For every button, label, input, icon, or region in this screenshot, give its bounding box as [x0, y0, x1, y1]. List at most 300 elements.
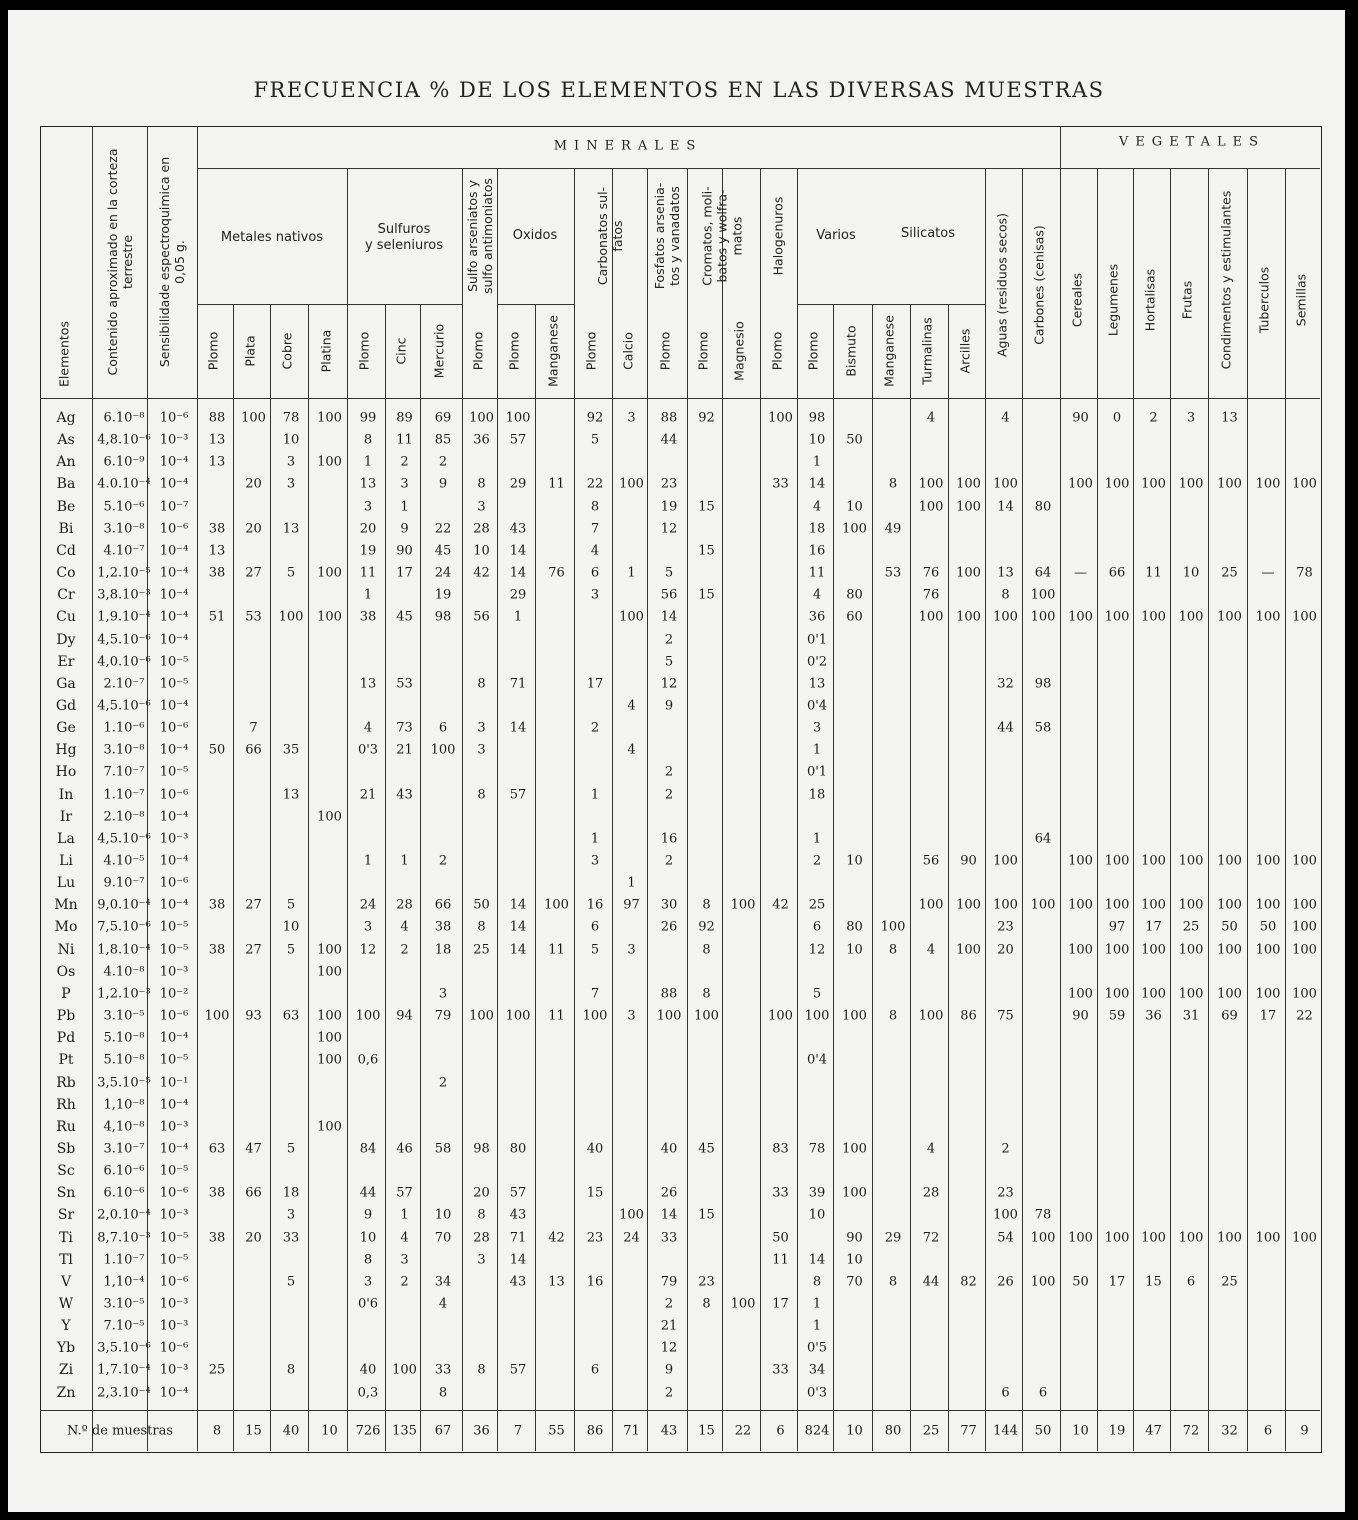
- crust-content: 2.10⁻⁷: [103, 676, 145, 692]
- column-label: Tuberculos: [1256, 266, 1272, 334]
- crust-content: 4.10⁻⁸: [103, 964, 145, 980]
- column-rule: [1060, 168, 1061, 1451]
- table-cell: 28: [922, 1185, 940, 1201]
- table-cell: 10: [808, 1207, 826, 1223]
- table-cell: 100: [1292, 609, 1317, 625]
- sensitivity: 10⁻⁶: [159, 875, 189, 891]
- table-cell: 38: [434, 919, 452, 935]
- table-cell: 13: [548, 1274, 565, 1290]
- column-rule: [535, 304, 536, 1451]
- table-cell: 1: [812, 742, 822, 758]
- table-cell: 38: [208, 1185, 226, 1201]
- table-cell: 50: [846, 432, 863, 448]
- element-symbol: Mn: [54, 897, 78, 914]
- table-cell: 40: [660, 1141, 678, 1157]
- table-cell: 2: [1149, 410, 1158, 426]
- table-cell: —: [1261, 565, 1275, 581]
- table-cell: 23: [660, 476, 678, 492]
- column-label: Turmalinas: [919, 317, 935, 385]
- column-label: Plomo: [805, 331, 821, 371]
- table-cell: 38: [208, 521, 226, 537]
- table-cell: 100: [1068, 897, 1093, 913]
- table-cell: 4: [926, 410, 936, 426]
- element-symbol: Ga: [56, 675, 76, 692]
- table-cell: 36: [1145, 1008, 1162, 1024]
- crust-content: 4,5.10⁻⁶: [97, 632, 151, 647]
- table-cell: 22: [586, 476, 604, 492]
- element-symbol: Lu: [56, 875, 76, 892]
- table-cell: 10: [282, 432, 300, 448]
- crust-content: 5.10⁻⁸: [103, 1030, 145, 1046]
- element-symbol: Yb: [56, 1340, 76, 1357]
- table-cell: 2: [400, 1274, 409, 1290]
- table-cell: 100: [1068, 942, 1093, 958]
- table-cell: 9: [664, 698, 674, 714]
- table-cell: 24: [359, 897, 377, 913]
- table-cell: 4: [400, 919, 409, 935]
- sensitivity: 10⁻⁴: [159, 1141, 189, 1157]
- table-cell: 100: [1068, 1230, 1093, 1246]
- sensitivity: 10⁻⁵: [159, 676, 189, 692]
- crust-content: 2,0.10⁻⁴: [97, 1207, 151, 1223]
- table-cell: 6: [1001, 1385, 1010, 1401]
- table-cell: 15: [586, 1185, 604, 1201]
- table-cell: 100: [918, 897, 944, 913]
- column-rule: [985, 168, 986, 1451]
- subgroup-label: Carbonatos sul- fatos: [595, 186, 625, 286]
- table-cell: 12: [660, 676, 678, 692]
- table-cell: 57: [509, 1185, 527, 1201]
- table-cell: 17: [1259, 1008, 1277, 1024]
- subgroup-label: Oxidos: [512, 228, 558, 243]
- sensitivity: 10⁻³: [159, 964, 189, 980]
- table-cell: 20: [245, 476, 262, 492]
- table-cell: 29: [509, 476, 527, 492]
- table-cell: 53: [245, 609, 262, 625]
- table-cell: 100: [1030, 897, 1056, 913]
- crust-content: 9.10⁻⁷: [103, 875, 145, 891]
- total-cell: 15: [245, 1423, 262, 1439]
- column-label: Manganese: [881, 315, 897, 387]
- table-cell: 5: [812, 986, 822, 1002]
- table-cell: 14: [997, 499, 1014, 515]
- table-cell: 14: [660, 1207, 678, 1223]
- table-cell: 0'1: [806, 632, 828, 647]
- table-cell: 58: [434, 1141, 452, 1157]
- table-cell: 38: [208, 1230, 226, 1246]
- column-rule: [233, 304, 234, 1451]
- table-cell: 14: [509, 1252, 527, 1268]
- table-cell: 100: [1217, 986, 1242, 1002]
- table-cell: 100: [469, 1008, 494, 1024]
- column-rule: [1247, 168, 1248, 1451]
- table-cell: 11: [1145, 565, 1162, 581]
- table-cell: 100: [993, 476, 1018, 492]
- table-cell: 20: [245, 521, 262, 537]
- table-cell: 70: [434, 1230, 452, 1246]
- column-label: Plomo: [470, 331, 485, 371]
- table-cell: 53: [884, 565, 902, 581]
- table-cell: 100: [1178, 609, 1204, 625]
- table-cell: 20: [359, 521, 377, 537]
- table-cell: 3: [400, 476, 409, 492]
- table-cell: 92: [586, 410, 604, 426]
- table-cell: 8: [702, 897, 711, 913]
- table-cell: 8: [888, 1274, 898, 1290]
- table-cell: 2: [664, 1296, 674, 1312]
- element-symbol: Be: [56, 498, 76, 515]
- table-cell: 63: [208, 1141, 226, 1157]
- table-cell: 50: [1259, 919, 1277, 935]
- table-cell: 100: [1255, 476, 1281, 492]
- table-cell: 0'1: [806, 764, 828, 780]
- table-cell: 3: [812, 720, 822, 736]
- subgroup-label: Silicatos: [900, 226, 956, 241]
- total-cell: 10: [321, 1423, 338, 1439]
- table-cell: 100: [278, 609, 304, 625]
- table-cell: 0,3: [357, 1385, 379, 1401]
- table-cell: 100: [1217, 942, 1242, 958]
- table-cell: 1: [812, 1318, 822, 1334]
- table-cell: 13: [208, 543, 226, 559]
- table-cell: 100: [1068, 986, 1093, 1002]
- total-cell: 36: [473, 1423, 490, 1439]
- sensitivity: 10⁻⁶: [159, 1185, 189, 1201]
- table-cell: 38: [208, 897, 226, 913]
- crust-content: 3,5.10⁻⁵: [97, 1075, 151, 1090]
- table-cell: 100: [918, 499, 944, 515]
- table-cell: —: [1074, 565, 1087, 581]
- table-cell: 2: [438, 853, 448, 869]
- element-symbol: Cr: [57, 587, 75, 604]
- table-cell: 5: [286, 897, 296, 913]
- crust-content: 1.10⁻⁷: [103, 1252, 145, 1268]
- column-label: Aguas (residuos secos): [994, 212, 1009, 358]
- total-cell: 67: [434, 1423, 452, 1439]
- table-cell: 1: [627, 875, 636, 891]
- table-cell: 79: [660, 1274, 678, 1290]
- table-cell: 38: [359, 609, 377, 625]
- table-cell: 0'4: [806, 698, 828, 714]
- sensitivity: 10⁻⁴: [159, 632, 189, 647]
- table-cell: 0'4: [806, 1052, 828, 1068]
- table-cell: 100: [1217, 1230, 1242, 1246]
- column-label: Plomo: [506, 331, 522, 371]
- table-cell: 100: [1292, 897, 1317, 913]
- table-cell: 25: [808, 897, 826, 913]
- sensitivity: 10⁻⁴: [159, 1097, 189, 1113]
- column-rule: [462, 168, 463, 1451]
- table-cell: 10: [434, 1207, 452, 1223]
- table-cell: 66: [245, 1185, 262, 1201]
- crust-content: 4,10⁻⁸: [103, 1119, 145, 1135]
- total-cell: 55: [548, 1423, 565, 1439]
- table-cell: 3: [627, 942, 636, 958]
- table-cell: 90: [960, 853, 977, 869]
- table-cell: 10: [808, 432, 826, 448]
- sensitivity: 10⁻⁴: [159, 476, 189, 492]
- crust-content: 1,9.10⁻⁴: [97, 609, 151, 625]
- table-cell: 57: [509, 1362, 527, 1378]
- total-cell: 824: [804, 1423, 830, 1439]
- table-cell: 80: [846, 919, 863, 935]
- table-cell: 100: [730, 1296, 756, 1312]
- table-cell: 66: [245, 742, 262, 758]
- sensitivity: 10⁻⁴: [159, 587, 189, 603]
- column-rule: [347, 168, 348, 1451]
- table-cell: 89: [396, 410, 413, 426]
- crust-content: 5.10⁻⁶: [103, 499, 145, 515]
- sensitivity: 10⁻⁵: [159, 764, 189, 780]
- table-cell: 3: [627, 1008, 636, 1024]
- table-cell: 93: [245, 1008, 262, 1024]
- crust-content: 1,2.10⁻³: [97, 986, 151, 1002]
- sensitivity: 10⁻³: [159, 1362, 189, 1378]
- sensitivity: 10⁻⁴: [159, 565, 189, 581]
- table-cell: 33: [660, 1230, 678, 1246]
- table-cell: 100: [1255, 853, 1281, 869]
- table-cell: 11: [548, 476, 565, 492]
- table-cell: 2: [664, 764, 674, 780]
- table-cell: 8: [363, 1252, 373, 1268]
- column-label: Carbones (cenisas): [1031, 225, 1047, 345]
- row-rule: [40, 1410, 1320, 1411]
- table-cell: 22: [434, 521, 452, 537]
- table-cell: 5: [590, 432, 600, 448]
- table-cell: 36: [473, 432, 490, 448]
- table-cell: 10: [846, 942, 863, 958]
- crust-content: 3,8.10⁻³: [97, 587, 151, 603]
- element-symbol: Rb: [56, 1074, 76, 1091]
- table-cell: 100: [241, 410, 266, 426]
- table-cell: 12: [359, 942, 377, 958]
- subgroup-label: Cromatos, moli- batos y wolfra- matos: [699, 186, 745, 286]
- total-cell: 71: [623, 1423, 640, 1439]
- table-cell: 100: [842, 1008, 867, 1024]
- crust-content: 3.10⁻⁸: [103, 742, 145, 758]
- column-label: Semillas: [1293, 273, 1308, 327]
- table-cell: 34: [434, 1274, 452, 1290]
- table-cell: 8: [888, 476, 898, 492]
- table-cell: 15: [698, 1207, 715, 1223]
- table-cell: 97: [623, 897, 640, 913]
- crust-content: 5.10⁻⁸: [103, 1052, 145, 1068]
- table-cell: 25: [473, 942, 490, 958]
- table-cell: 3: [363, 1274, 373, 1290]
- table-cell: 79: [434, 1008, 452, 1024]
- element-symbol: Ti: [59, 1229, 73, 1246]
- element-symbol: Bi: [58, 520, 74, 537]
- table-cell: 6: [590, 919, 600, 935]
- column-rule: [612, 168, 613, 1451]
- table-cell: 100: [1217, 609, 1242, 625]
- table-cell: 42: [772, 897, 789, 913]
- table-cell: 100: [619, 476, 644, 492]
- table-cell: 100: [1217, 853, 1242, 869]
- table-cell: 33: [772, 1362, 789, 1378]
- table-cell: 98: [473, 1141, 490, 1157]
- table-cell: 43: [509, 1207, 527, 1223]
- table-cell: 3: [438, 986, 448, 1002]
- crust-content: 7.10⁻⁵: [103, 1318, 145, 1334]
- table-cell: 12: [660, 1340, 678, 1356]
- column-rule: [1170, 168, 1171, 1451]
- column-label: Hortalisas: [1142, 268, 1157, 332]
- table-cell: 100: [918, 476, 944, 492]
- table-cell: 90: [1072, 410, 1089, 426]
- column-label: Plomo: [205, 331, 221, 371]
- table-cell: 85: [434, 432, 452, 448]
- element-symbol: Ir: [59, 808, 73, 825]
- column-label: Legumenes: [1105, 263, 1121, 337]
- table-cell: 78: [282, 410, 300, 426]
- total-cell: 77: [960, 1423, 977, 1439]
- crust-content: 7,5.10⁻⁶: [97, 919, 151, 935]
- table-cell: 90: [1072, 1008, 1089, 1024]
- totals-label: N.º de muestras: [67, 1423, 173, 1439]
- table-cell: 86: [960, 1008, 977, 1024]
- table-cell: 100: [317, 1119, 342, 1135]
- table-cell: 76: [548, 565, 565, 581]
- table-cell: 100: [1178, 1230, 1204, 1246]
- column-rule: [197, 126, 198, 1451]
- table-cell: 6: [438, 720, 448, 736]
- crust-content: 6.10⁻⁸: [103, 410, 145, 426]
- table-cell: 13: [359, 676, 377, 692]
- sensitivity: 10⁻⁵: [159, 1052, 189, 1068]
- table-cell: 100: [317, 809, 342, 825]
- row-rule: [347, 304, 462, 305]
- table-cell: 1: [812, 831, 822, 847]
- table-cell: 28: [396, 897, 413, 913]
- table-cell: 8: [477, 476, 486, 492]
- table-cell: 8: [363, 432, 373, 448]
- table-cell: 23: [997, 1185, 1014, 1201]
- element-symbol: In: [58, 786, 74, 803]
- table-cell: 20: [473, 1185, 490, 1201]
- element-symbol: Ge: [56, 720, 76, 737]
- table-cell: 0'3: [357, 742, 379, 758]
- column-rule: [385, 304, 386, 1451]
- table-cell: 100: [1255, 1230, 1281, 1246]
- table-cell: 18: [808, 521, 826, 537]
- table-cell: 1: [363, 587, 373, 603]
- table-cell: 100: [355, 1008, 381, 1024]
- table-cell: 63: [282, 1008, 300, 1024]
- element-symbol: Cd: [56, 542, 76, 559]
- table-cell: 8: [702, 942, 711, 958]
- table-cell: 4: [926, 1141, 936, 1157]
- table-cell: 100: [1104, 986, 1130, 1002]
- table-cell: 100: [1104, 609, 1130, 625]
- table-cell: 13: [1221, 410, 1238, 426]
- sensitivity: 10⁻⁴: [159, 543, 189, 559]
- table-cell: 94: [396, 1008, 413, 1024]
- sensitivity: 10⁻⁵: [159, 1163, 189, 1179]
- column-label: Frutas: [1179, 280, 1195, 320]
- table-cell: 100: [317, 1008, 342, 1024]
- sensitivity: 10⁻⁴: [159, 609, 189, 625]
- table-cell: 57: [509, 432, 527, 448]
- table-cell: 4: [438, 1296, 448, 1312]
- table-cell: 15: [698, 587, 715, 603]
- element-symbol: Gd: [55, 697, 77, 714]
- table-cell: 16: [586, 897, 604, 913]
- total-cell: 43: [660, 1423, 678, 1439]
- table-cell: 28: [473, 521, 490, 537]
- element-symbol: An: [56, 454, 76, 471]
- table-cell: 23: [698, 1274, 715, 1290]
- row-rule: [197, 304, 347, 305]
- element-symbol: Sc: [57, 1163, 75, 1180]
- table-cell: 82: [960, 1274, 977, 1290]
- table-cell: 3: [477, 499, 486, 515]
- table-cell: 9: [438, 476, 448, 492]
- table-cell: 100: [1104, 942, 1130, 958]
- table-cell: 51: [208, 609, 226, 625]
- table-cell: 8: [477, 1362, 486, 1378]
- column-rule: [147, 126, 148, 1451]
- table-cell: 78: [1296, 565, 1313, 581]
- table-cell: 44: [997, 720, 1014, 736]
- table-cell: 88: [208, 410, 226, 426]
- table-cell: 11: [359, 565, 377, 581]
- table-cell: 100: [993, 853, 1018, 869]
- sensitivity: 10⁻²: [159, 986, 189, 1002]
- table-cell: 8: [477, 1207, 486, 1223]
- crust-content: 2.10⁻⁸: [103, 809, 145, 825]
- table-cell: 1: [363, 853, 373, 869]
- table-cell: 44: [359, 1185, 377, 1201]
- table-cell: 13: [208, 432, 226, 448]
- table-cell: 8: [888, 942, 898, 958]
- column-rule: [687, 168, 688, 1451]
- column-label: Plomo: [657, 331, 673, 371]
- table-cell: 14: [509, 543, 527, 559]
- table-cell: 15: [698, 543, 715, 559]
- table-cell: 8: [286, 1362, 296, 1378]
- table-cell: 100: [1068, 609, 1093, 625]
- row-rule: [197, 168, 1320, 169]
- table-cell: 13: [282, 787, 300, 803]
- column-rule: [647, 168, 648, 1451]
- subgroup-label: Sulfuros y seleniuros: [364, 222, 444, 253]
- table-cell: 4: [812, 499, 822, 515]
- table-cell: 58: [1034, 720, 1052, 736]
- table-cell: 1: [590, 787, 600, 803]
- group-label-minerales: MINERALES: [553, 138, 703, 154]
- table-cell: 100: [392, 1362, 417, 1378]
- table-cell: 16: [660, 831, 678, 847]
- table-cell: 100: [1030, 587, 1056, 603]
- table-cell: 100: [1030, 1274, 1056, 1290]
- table-cell: 56: [473, 609, 490, 625]
- element-symbol: As: [57, 432, 75, 449]
- sensitivity: 10⁻³: [159, 1318, 189, 1334]
- table-cell: 31: [1182, 1008, 1200, 1024]
- table-cell: 100: [1292, 476, 1317, 492]
- table-cell: 8: [702, 986, 711, 1002]
- table-cell: 98: [808, 410, 826, 426]
- table-cell: 99: [359, 410, 377, 426]
- sensitivity: 10⁻⁵: [159, 942, 189, 958]
- table-cell: 100: [956, 609, 981, 625]
- table-cell: 4: [590, 543, 600, 559]
- table-cell: 5: [286, 1274, 296, 1290]
- table-cell: 60: [846, 609, 863, 625]
- subgroup-label: Sulfo arseniatos y sulfo antimoniatos: [465, 178, 495, 294]
- table-cell: 100: [1217, 897, 1242, 913]
